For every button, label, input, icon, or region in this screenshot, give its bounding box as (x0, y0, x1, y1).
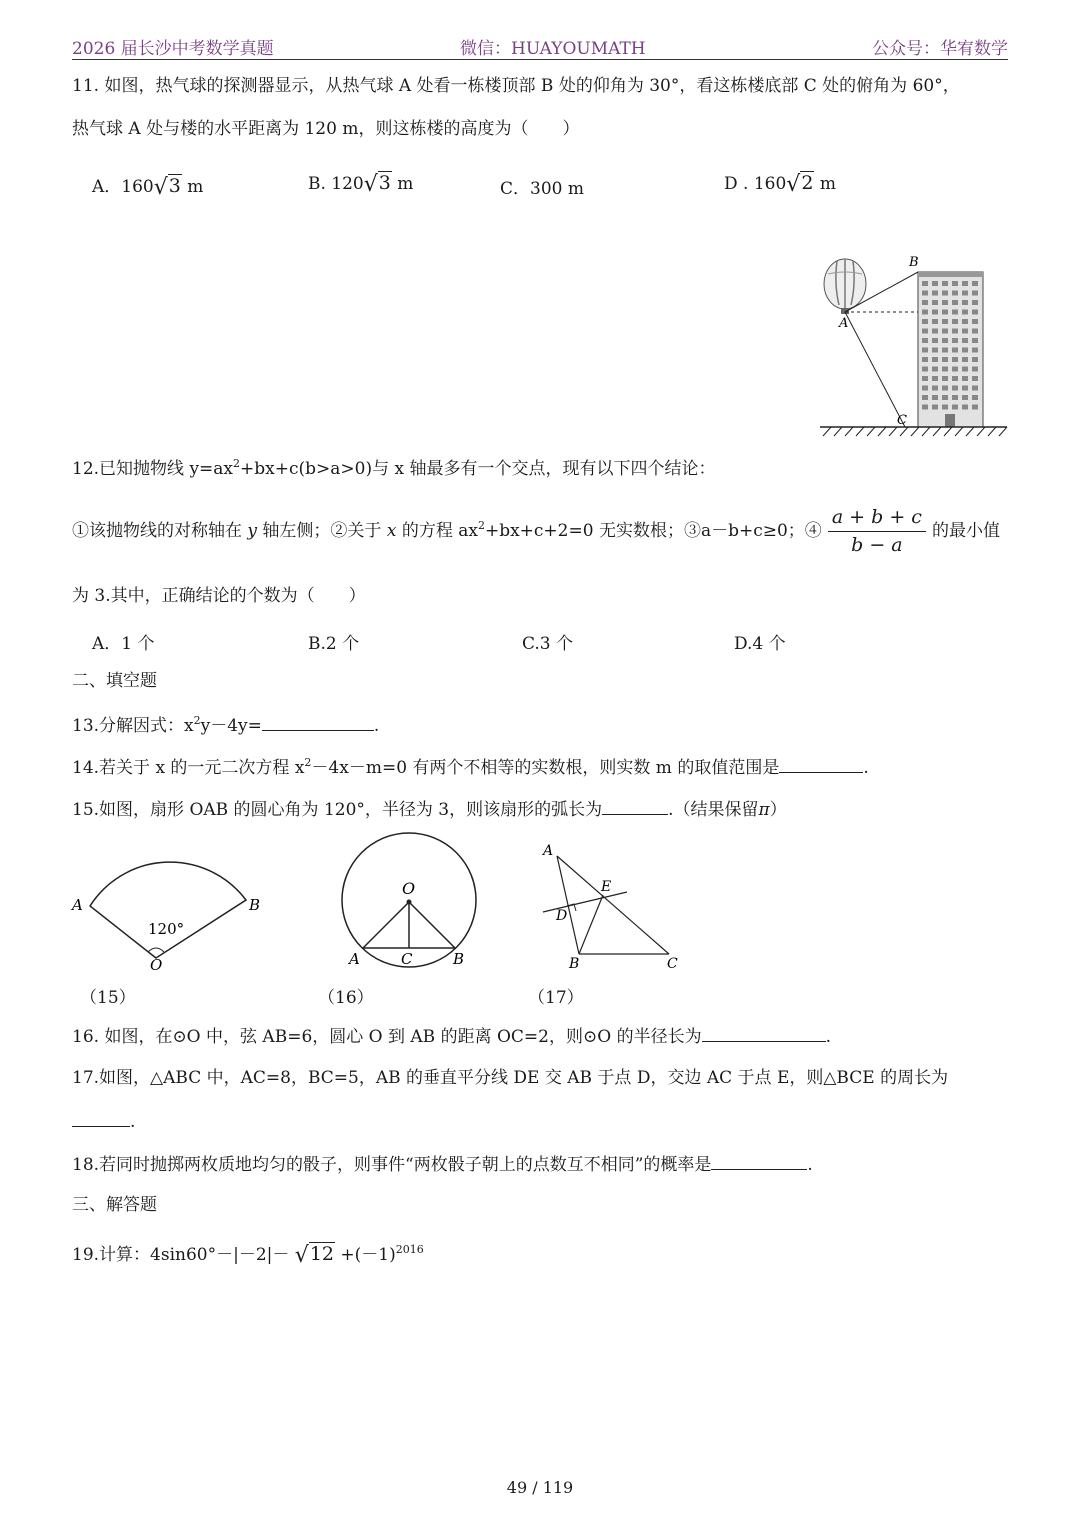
q16-answer-blank (702, 1025, 826, 1042)
building-icon (918, 272, 983, 427)
header-right: 公众号：华宥数学 (872, 39, 1008, 59)
q12-option-a: A．1 个 (92, 634, 155, 654)
q17-answer-blank (72, 1110, 130, 1127)
fig15-sector (68, 848, 268, 978)
q14-answer-blank (779, 756, 863, 773)
header-rule (72, 59, 1008, 60)
fig17-label-a: A (543, 843, 554, 859)
header-left: 2026 届长沙中考数学真题 (72, 39, 274, 59)
fig17-label-e: E (601, 879, 612, 895)
q12-option-b: B.2 个 (308, 634, 360, 654)
q12-option-d: D.4 个 (734, 634, 786, 654)
q17-line2: . (72, 1110, 135, 1132)
q17-line1: 17.如图，△ABC 中，AC=8，BC=5，AB 的垂直平分线 DE 交 AB 于点 D，交边 AC 于点 E，则△BCE 的周长为 (72, 1068, 949, 1088)
fig16-caption: （16） (318, 988, 374, 1008)
q12-line1: 12.已知抛物线 $y=ax^2+bx+c(b>a>0)$与 x 轴最多有一个交点，现有以下四个结论： (72, 457, 716, 479)
fig16-label-o: O (402, 879, 416, 898)
fig15-label-o: O (150, 956, 163, 974)
q18-answer-blank (711, 1153, 807, 1170)
page-number: 49 / 119 (506, 1478, 574, 1497)
q11-option-c: C．300 m (500, 179, 584, 199)
fig15-caption: （15） (80, 988, 136, 1008)
fig16-label-a: A (349, 950, 360, 968)
fig17-label-d: D (556, 908, 568, 924)
fig15-label-b: B (249, 896, 261, 914)
q16: 16. 如图，在⊙O 中，弦 AB=6，圆心 O 到 AB 的距离 OC=2，则⊙O 的半径长为 . (72, 1027, 831, 1047)
q12-line2: ①该抛物线的对称轴在 y 轴左侧；②关于 x 的方程 $ax^2+bx+c+2=0$ 无实数根；③a－b+c≥0；④ $\frac{a + b + c}{b - a}$ 的最小值 (72, 506, 1000, 556)
fig16-circle (335, 830, 485, 975)
fig16-label-b: B (453, 950, 465, 968)
fig11-label-b: B (909, 255, 919, 270)
q13-answer-blank (262, 714, 374, 731)
q12-fraction: $\frac{a + b + c}{b - a}$ (828, 506, 926, 557)
q13: 13.分解因式：$x^2y-4y=$ . (72, 714, 380, 736)
fig17-triangle (535, 840, 695, 975)
fig11-label-a: A (839, 316, 849, 331)
q11-figure (815, 250, 1015, 445)
fig15-angle: 120° (148, 920, 185, 938)
fig11-label-c: C (897, 413, 907, 428)
q15-answer-blank (602, 798, 668, 815)
section-answer-title: 三、解答题 (72, 1195, 157, 1215)
q11-option-d: D . 160√2 m (724, 172, 836, 197)
q19: 19.计算：$4\sin 60^\circ-|-2|- √12 +(-1)^{2016}$ (72, 1243, 424, 1268)
fig17-label-b: B (569, 956, 580, 972)
section-fill-blank-title: 二、填空题 (72, 671, 157, 691)
header-center: 微信：HUAYOUMATH (460, 39, 646, 59)
q11-option-a: A．160√3 m (92, 175, 204, 200)
q11-option-b: B. 120√3 m (308, 172, 414, 197)
fig17-label-c: C (667, 956, 678, 972)
q12-option-c: C.3 个 (522, 634, 574, 654)
fig17-caption: （17） (528, 988, 584, 1008)
balloon-icon (824, 259, 866, 314)
fig15-label-a: A (72, 896, 83, 914)
q15: 15.如图，扇形 OAB 的圆心角为 120°，半径为 3，则该扇形的弧长为 .（结果保留π） (72, 800, 787, 820)
q11-line2: 热气球 A 处与楼的水平距离为 120 m，则这栋楼的高度为（ ） (72, 119, 580, 139)
fig16-label-c: C (401, 950, 413, 968)
q18: 18.若同时抛掷两枚质地均匀的骰子，则事件“两枚骰子朝上的点数互不相同”的概率是 . (72, 1155, 813, 1175)
q11-line1: 11. 如图，热气球的探测器显示，从热气球 A 处看一栋楼顶部 B 处的仰角为 30°，看这栋楼底部 C 处的俯角为 60°， (72, 76, 960, 96)
q12-line3: 为 3.其中，正确结论的个数为（ ） (72, 586, 366, 606)
q14: 14.若关于 x 的一元二次方程 $x^2-4x-m=0$ 有两个不相等的实数根，则实数 m 的取值范围是 . (72, 756, 869, 778)
